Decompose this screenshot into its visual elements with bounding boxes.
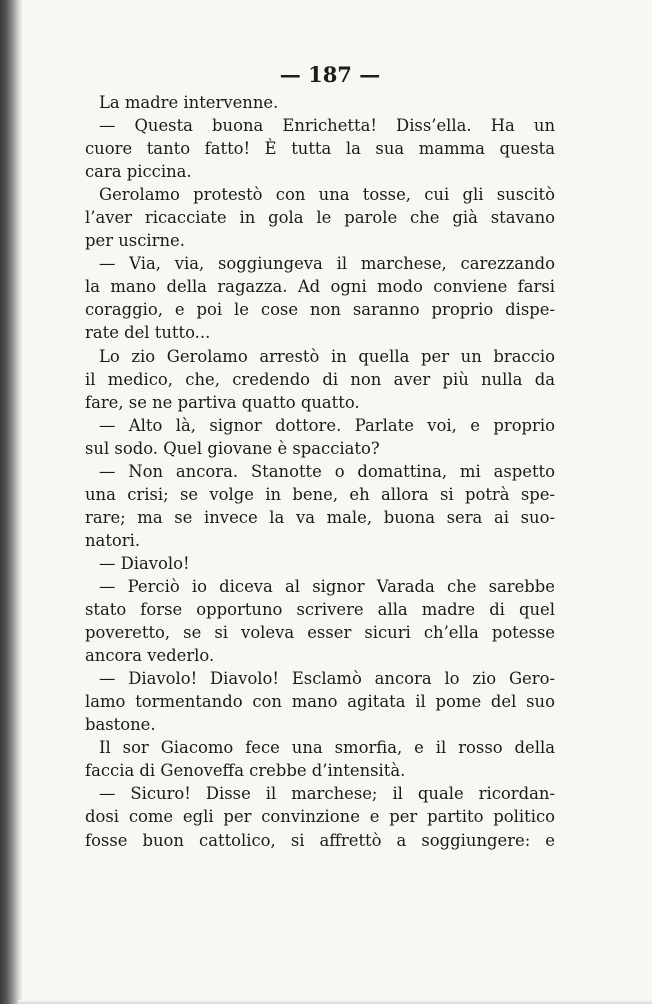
text-line: il medico, che, credendo di non aver più nulla da (85, 369, 555, 389)
text-line: Il sor Giacomo fece una smorfia, e il rosso della (99, 738, 555, 758)
text-line: — Questa buona Enrichetta! Diss’ella. Ha un (99, 116, 555, 136)
text-line: natori. (85, 530, 141, 550)
text-line: coraggio, e poi le cose non saranno proprio dispe- (85, 300, 555, 320)
text-line: stato forse opportuno scrivere alla madre di quel (85, 600, 555, 620)
text-line: poveretto, se si voleva esser sicuri ch’ella potesse (85, 623, 555, 643)
text-line: cuore tanto fatto! È tutta la sua mamma questa (85, 139, 555, 159)
text-line: una crisi; se volge in bene, eh allora si potrà spe- (85, 484, 555, 504)
text-line: Gerolamo protestò con una tosse, cui gli suscitò (99, 185, 555, 205)
text-line: La madre intervenne. (99, 93, 279, 112)
text-line: — Sicuro! Disse il marchese; il quale ricordan- (99, 784, 555, 804)
text-line: sul sodo. Quel giovane è spacciato? (85, 438, 380, 458)
text-line: faccia di Genoveffa crebbe d’intensità. (85, 761, 406, 781)
text-line: — Alto là, signor dottore. Parlate voi, e proprio (99, 415, 555, 435)
text-line: rate del tutto... (85, 323, 211, 343)
text-line: — Perciò io diceva al signor Varada che sarebbe (99, 576, 555, 596)
text-line: dosi come egli per convinzione e per partito politico (85, 807, 555, 827)
text-line: la mano della ragazza. Ad ogni modo conviene farsi (85, 277, 555, 297)
body-text (85, 91, 555, 852)
page-number: — 187 — (279, 62, 381, 87)
text-line: — Diavolo! Diavolo! Esclamò ancora lo zio Gero- (99, 669, 555, 689)
text-line: — Non ancora. Stanotte o domattina, mi aspetto (99, 461, 555, 481)
text-line: lamo tormentando con mano agitata il pome del suo (85, 692, 555, 712)
text-line: fare, se ne partiva quatto quatto. (85, 392, 360, 412)
text-line: per uscirne. (85, 231, 185, 251)
text-line: cara piccina. (85, 162, 192, 182)
text-line: Lo zio Gerolamo arrestò in quella per un braccio (99, 346, 555, 366)
text-line: fosse buon cattolico, si affrettò a soggiungere: e (85, 830, 555, 850)
text-line: — Via, via, soggiungeva il marchese, carezzando (99, 254, 555, 274)
page-bottom-edge (18, 1000, 652, 1004)
text-line: ancora vederlo. (85, 646, 215, 666)
text-line: l’aver ricacciate in gola le parole che già stavano (85, 208, 555, 228)
book-spine-shadow (0, 0, 22, 1004)
text-line: — Diavolo! (99, 553, 190, 573)
text-line: bastone. (85, 715, 156, 735)
text-line: rare; ma se invece la va male, buona sera ai suo- (85, 507, 555, 527)
